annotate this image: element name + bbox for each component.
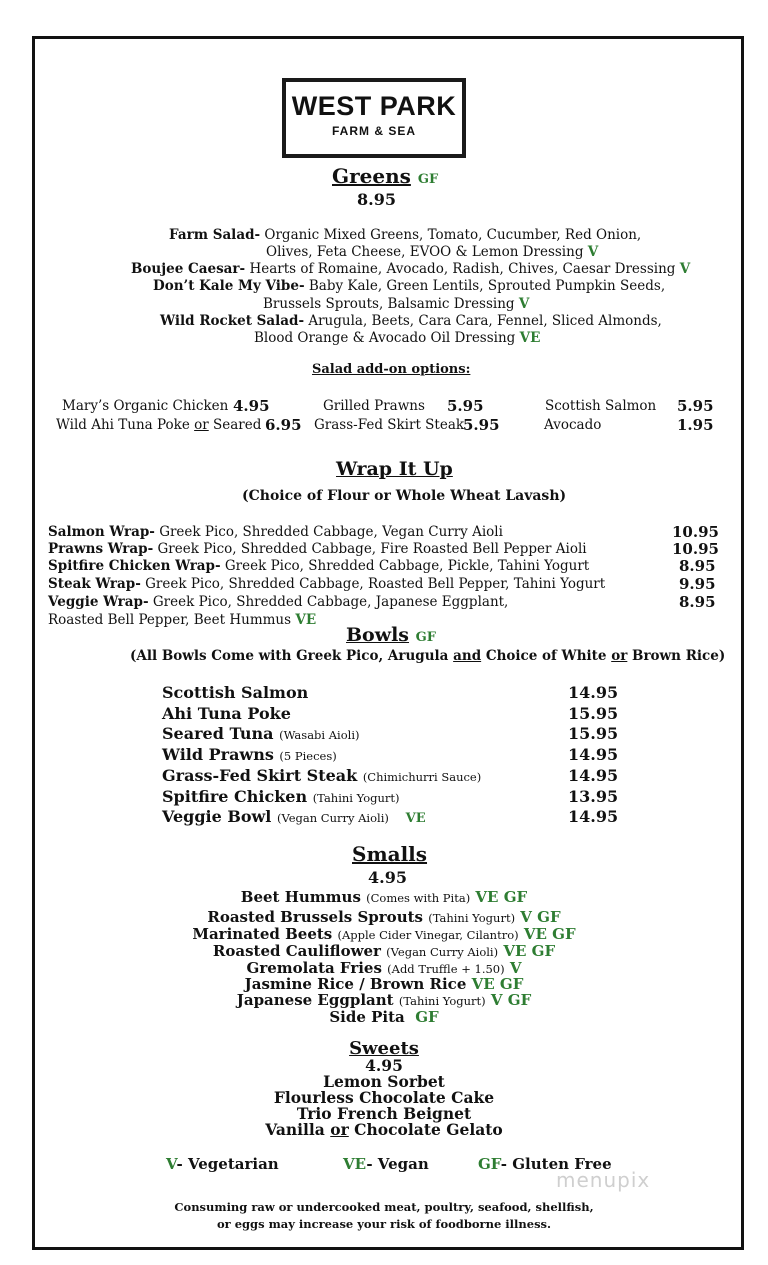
addon-name: Grass-Fed Skirt Steak: [314, 417, 465, 433]
logo-name: WEST PARK: [291, 91, 457, 121]
wrap-item-line2: Roasted Bell Pepper, Beet Hummus VE: [48, 612, 317, 628]
bowl-item: Scottish Salmon: [162, 683, 309, 702]
sweets-item: Lemon Sorbet: [323, 1072, 445, 1091]
addon-price: 4.95: [233, 397, 270, 415]
smalls-item: Marinated Beets (Apple Cider Vinegar, Cilantro) VE GF: [192, 925, 576, 943]
bowls-subtitle: (All Bowls Come with Greek Pico, Arugula and Choice of White or Brown Rice): [130, 648, 726, 664]
sweets-title: Sweets: [349, 1038, 419, 1059]
greens-item-line2: Blood Orange & Avocado Oil Dressing VE: [254, 330, 541, 346]
greens-item-line2: Olives, Feta Cheese, EVOO & Lemon Dressing V: [266, 244, 599, 260]
addon-name: Avocado: [544, 417, 602, 433]
greens-item: Don’t Kale My Vibe- Baby Kale, Green Lentils, Sprouted Pumpkin Seeds,: [153, 278, 666, 294]
sweets-item: Vanilla or Chocolate Gelato: [265, 1120, 503, 1139]
watermark: menupix: [556, 1168, 651, 1192]
greens-item: Farm Salad- Organic Mixed Greens, Tomato, Cucumber, Red Onion,: [169, 227, 642, 243]
logo-subtitle: FARM & SEA: [331, 124, 416, 138]
bowls-heading: [346, 624, 436, 646]
addon-name: Grilled Prawns: [323, 398, 425, 414]
greens-price: 8.95: [357, 190, 396, 209]
greens-heading: [332, 164, 438, 188]
bowl-item: Wild Prawns (5 Pieces): [162, 745, 337, 764]
wrap-price: 9.95: [679, 575, 716, 593]
greens-item-line2: Brussels Sprouts, Balsamic Dressing V: [263, 296, 530, 312]
sweets-price: 4.95: [365, 1056, 403, 1075]
bowl-price: 13.95: [568, 787, 619, 806]
wrap-price: 10.95: [672, 523, 719, 541]
bowls-tag: GF: [415, 630, 436, 645]
greens-item: Boujee Caesar- Hearts of Romaine, Avocado, Radish, Chives, Caesar Dressing V: [131, 261, 691, 277]
disclaimer-line1: Consuming raw or undercooked meat, poultry, seafood, shellfish,: [174, 1200, 594, 1214]
bowl-price: 15.95: [568, 704, 619, 723]
bowl-price: 14.95: [568, 807, 619, 826]
addon-price: 5.95: [463, 416, 500, 434]
smalls-item: Side Pita GF: [329, 1008, 439, 1026]
greens-title: Greens: [332, 164, 411, 188]
bowl-price: 14.95: [568, 683, 619, 702]
bowl-price: 15.95: [568, 724, 619, 743]
wrap-item: Salmon Wrap- Greek Pico, Shredded Cabbage, Vegan Curry Aioli: [48, 524, 503, 540]
smalls-item: Jasmine Rice / Brown Rice VE GF: [244, 975, 524, 993]
bowl-price: 14.95: [568, 745, 619, 764]
wrap-price: 8.95: [679, 557, 716, 575]
smalls-item: Japanese Eggplant (Tahini Yogurt) V GF: [236, 991, 532, 1009]
sweets-item: Flourless Chocolate Cake: [273, 1088, 495, 1107]
bowl-item: Grass-Fed Skirt Steak (Chimichurri Sauce): [162, 766, 482, 785]
bowl-item: Veggie Bowl (Vegan Curry Aioli) VE: [162, 807, 426, 826]
addon-price: 6.95: [265, 416, 302, 434]
legend-vegetarian: V- Vegetarian: [166, 1155, 279, 1173]
addons-title: Salad add-on options:: [312, 362, 471, 377]
wrap-item: Prawns Wrap- Greek Pico, Shredded Cabbage, Fire Roasted Bell Pepper Aioli: [48, 541, 587, 557]
addon-name: Wild Ahi Tuna Poke or Seared: [56, 417, 262, 433]
addon-name: Scottish Salmon: [545, 398, 657, 414]
bowl-item: Seared Tuna (Wasabi Aioli): [162, 724, 360, 743]
bowls-title: Bowls: [346, 624, 410, 646]
bowl-item: Spitfire Chicken (Tahini Yogurt): [162, 787, 400, 806]
addon-price: 1.95: [677, 416, 714, 434]
greens-tag: GF: [417, 172, 439, 187]
wrap-item: Spitfire Chicken Wrap- Greek Pico, Shredded Cabbage, Pickle, Tahini Yogurt: [48, 558, 590, 574]
disclaimer-line2: or eggs may increase your risk of foodborne illness.: [216, 1217, 552, 1231]
smalls-item: Beet Hummus (Comes with Pita) VE GF: [240, 888, 528, 906]
addon-price: 5.95: [447, 397, 484, 415]
wrap-item: Veggie Wrap- Greek Pico, Shredded Cabbage, Japanese Eggplant,: [48, 594, 509, 610]
wrap-price: 8.95: [679, 593, 716, 611]
legend-gluten-free: GF- Gluten Free: [478, 1155, 612, 1173]
smalls-item: Roasted Brussels Sprouts (Tahini Yogurt) V GF: [207, 908, 561, 926]
legend-vegan: VE- Vegan: [343, 1155, 429, 1173]
bowl-price: 14.95: [568, 766, 619, 785]
greens-item: Wild Rocket Salad- Arugula, Beets, Cara Cara, Fennel, Sliced Almonds,: [160, 313, 662, 329]
wrap-item: Steak Wrap- Greek Pico, Shredded Cabbage, Roasted Bell Pepper, Tahini Yogurt: [48, 576, 606, 592]
restaurant-logo: [282, 78, 466, 158]
wrap-title: Wrap It Up: [336, 458, 453, 480]
smalls-price: 4.95: [368, 868, 407, 887]
bowl-item: Ahi Tuna Poke: [162, 704, 291, 723]
addon-name: Mary’s Organic Chicken: [62, 398, 229, 414]
wrap-price: 10.95: [672, 540, 719, 558]
sweets-item: Trio French Beignet: [296, 1104, 472, 1123]
smalls-item: Roasted Cauliflower (Vegan Curry Aioli) VE GF: [212, 942, 556, 960]
wrap-subtitle: (Choice of Flour or Whole Wheat Lavash): [242, 488, 567, 504]
smalls-title: Smalls: [352, 842, 428, 866]
addon-price: 5.95: [677, 397, 714, 415]
smalls-item: Gremolata Fries (Add Truffle + 1.50) V: [246, 959, 522, 977]
